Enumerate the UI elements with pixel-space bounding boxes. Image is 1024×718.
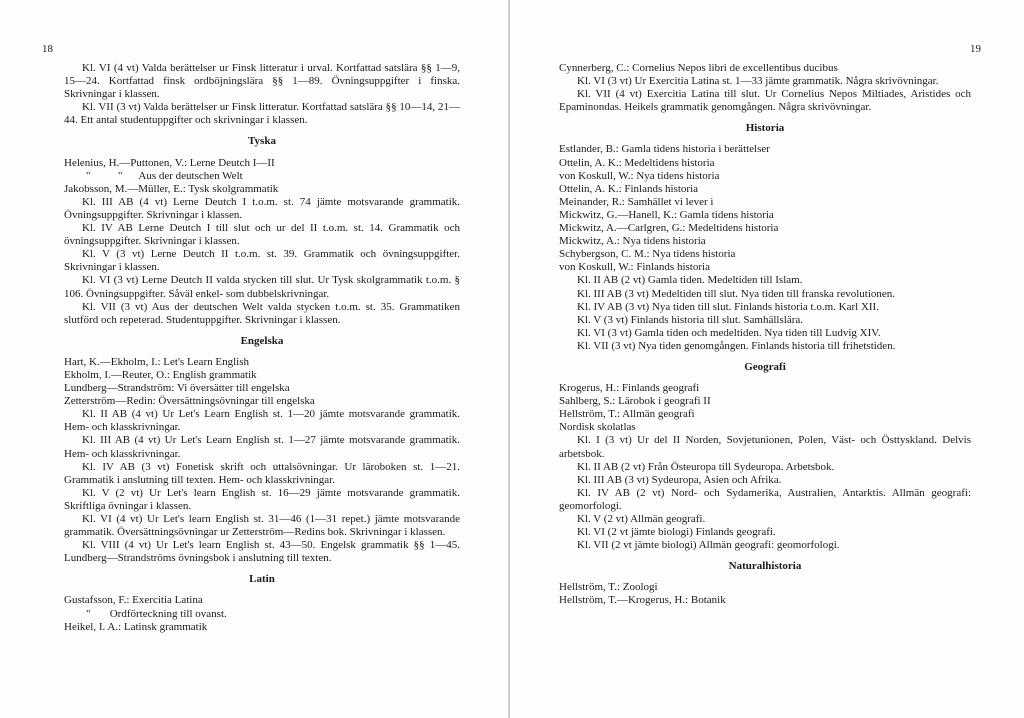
class-paragraph: Kl. VI (3 vt) Gamla tiden och medeltiden. Nya tiden till Ludvig XIV. [577, 326, 881, 339]
book-entry: Sahlberg, S.: Lärobok i geografi II [559, 395, 711, 408]
page-number: 19 [970, 43, 981, 55]
book-entry: Mickwitz, A.—Carlgren, G.: Medeltidens historia [559, 222, 779, 235]
book-entry: Mickwitz, G.—Hanell, K.: Gamla tidens historia [559, 208, 774, 221]
book-entry: Schybergson, C. M.: Nya tidens historia [559, 248, 736, 261]
section-gap [559, 374, 971, 382]
book-entry: Hellström, T.: Zoologi [559, 581, 658, 594]
book-entry: Mickwitz, A.: Nya tidens historia [559, 235, 706, 248]
class-paragraph: Kl. III AB (3 vt) Medeltiden till slut. Nya tiden till franska revolutionen. [577, 287, 896, 300]
class-paragraph: Kl. VI (4 vt) Ur Let's learn English st. 31—46 (1—31 repet.) jämte motsvarande grammatik. Översättningsövningar ur Zetterström—Redins bok. Skrivningar i klassen. [64, 513, 460, 539]
book-entry: Heikel, I. A.: Latinsk grammatik [64, 620, 208, 633]
book-entry: Krogerus, H.: Finlands geografi [559, 382, 700, 395]
class-paragraph: Kl. II AB (4 vt) Ur Let's Learn English st. 1—20 jämte motsvarande grammatik. Hem- och klasskrivningar. [64, 408, 460, 434]
section-gap [64, 127, 460, 135]
class-paragraph: Kl. I (3 vt) Ur del II Norden, Sovjetunionen, Polen, Väst- och Östtyskland. Delvis arbetsbok. [559, 434, 971, 460]
left-page [0, 0, 510, 718]
section-gap [64, 565, 460, 573]
section-gap [64, 348, 460, 356]
right-text-column [559, 62, 971, 608]
class-paragraph: Kl. VII (4 vt) Exercitia Latina till slut. Ur Cornelius Nepos Miltiades, Aristides och Epaminondas. Heikels grammatik genomgången. Några skrivövningar. [559, 88, 971, 114]
class-paragraph: Kl. V (2 vt) Ur Let's learn English st. 16—29 jämte motsvarande grammatik. Skriftliga övningar i klassen. [64, 486, 460, 512]
book-entry: Meinander, R.: Samhället vi lever i [559, 195, 714, 208]
section-gap [64, 586, 460, 594]
class-paragraph: Kl. VII (3 vt) Nya tiden genomgången. Finlands historia till frihetstiden. [577, 339, 896, 352]
section-heading: Latin [249, 573, 275, 586]
right-page [510, 0, 1024, 718]
book-entry: Helenius, H.—Puttonen, V.: Lerne Deutch I—II [64, 156, 275, 169]
book-entry: von Koskull, W.: Nya tidens historia [559, 169, 720, 182]
class-paragraph: Kl. V (3 vt) Finlands historia till slut. Samhällslära. [577, 313, 803, 326]
book-entry: Ottelin, A. K.: Finlands historia [559, 182, 699, 195]
book-entry: Gustafsson, F.: Exercitia Latina [64, 594, 203, 607]
section-heading: Tyska [248, 135, 276, 148]
section-heading: Geografi [744, 360, 786, 373]
class-paragraph: Kl. VI (2 vt jämte biologi) Finlands geografi. [577, 526, 776, 539]
class-paragraph: Kl. VI (4 vt) Valda berättelser ur Finsk litteratur i urval. Kortfattad satslära §§ 1—9, 15—24. Kortfattad finsk ordböjningslära §§ 1—89. Övningsuppgifter i finska. Skrivningar i klassen. [64, 62, 460, 101]
section-heading: Naturalhistoria [728, 560, 802, 573]
class-paragraph: Kl. V (3 vt) Lerne Deutch II t.o.m. st. 39. Grammatik och övningsuppgifter. Skrivningar i klassen. [64, 248, 460, 274]
book-entry: Nordisk skolatlas [559, 421, 636, 434]
section-gap [559, 552, 971, 560]
book-entry: Hellström, T.—Krogerus, H.: Botanik [559, 594, 726, 607]
class-paragraph: Kl. VII (3 vt) Aus der deutschen Welt valda stycken t.o.m. st. 35. Grammatiken slutförd och repeterad. Studentuppgifter. Skrivningar i klassen. [64, 300, 460, 326]
section-gap [64, 149, 460, 157]
section-gap [559, 114, 971, 122]
book-entry: Estlander, B.: Gamla tidens historia i berättelser [559, 143, 770, 156]
section-gap [559, 573, 971, 581]
book-entry: Ekholm, I.—Reuter, O.: English grammatik [64, 368, 257, 381]
class-paragraph: Kl. III AB (4 vt) Lerne Deutch I t.o.m. st. 74 jämte motsvarande grammatik. Övningsuppgifter. Skrivningar i klassen. [64, 195, 460, 221]
left-text-column [64, 62, 460, 634]
class-paragraph: Kl. VII (3 vt) Valda berättelser ur Finsk litteratur. Kortfattad satslära §§ 10—14, 21—44. Ett antal studentuppgifter och skrivningar i klassen. [64, 101, 460, 127]
book-entry: Lundberg—Strandström: Vi översätter till engelska [64, 382, 290, 395]
class-paragraph: Kl. VI (3 vt) Ur Exercitia Latina st. 1—33 jämte grammatik. Några skrivövningar. [577, 75, 939, 88]
book-entry: Cynnerberg, C.: Cornelius Nepos libri de excellentibus ducibus [559, 62, 838, 74]
class-paragraph: Kl. IV AB (3 vt) Nya tiden till slut. Finlands historia t.o.m. Karl XII. [577, 300, 879, 313]
book-entry: " " Aus der deutschen Welt [64, 169, 243, 182]
section-gap [559, 353, 971, 361]
book-entry: " Ordförteckning till ovanst. [64, 607, 227, 620]
section-heading: Historia [745, 122, 785, 135]
class-paragraph: Kl. II AB (2 vt) Gamla tiden. Medeltiden till Islam. [577, 274, 803, 287]
class-paragraph: Kl. VII (2 vt jämte biologi) Allmän geografi: geomorfologi. [577, 539, 840, 552]
book-entry: Zetterström—Redin: Översättningsövningar till engelska [64, 395, 315, 408]
section-gap [559, 135, 971, 143]
class-paragraph: Kl. II AB (2 vt) Från Östeuropa till Sydeuropa. Arbetsbok. [577, 460, 835, 473]
class-paragraph: Kl. IV AB (2 vt) Nord- och Sydamerika, Australien, Antarktis. Allmän geografi: geomorfologi. [559, 486, 971, 512]
class-paragraph: Kl. VI (3 vt) Lerne Deutch II valda stycken till slut. Ur Tysk skolgrammatik t.o.m. § 106. Övningsuppgifter. Såväl enkel- som dubbelskrivningar. [64, 274, 460, 300]
book-entry: Hellström, T.: Allmän geografi [559, 408, 695, 421]
section-gap [64, 327, 460, 335]
book-entry: von Koskull, W.: Finlands historia [559, 261, 710, 274]
book-entry: Ottelin, A. K.: Medeltidens historia [559, 156, 715, 169]
class-paragraph: Kl. III AB (4 vt) Ur Let's Learn English st. 1—27 jämte motsvarande grammatik. Hem- och klasskrivningar. [64, 434, 460, 460]
class-paragraph: Kl. IV AB Lerne Deutch I till slut och ur del II t.o.m. st. 14. Grammatik och övningsuppgifter. Skrivningar i klassen. [64, 222, 460, 248]
section-heading: Engelska [240, 334, 284, 347]
book-entry: Jakobsson, M.—Müller, E.: Tysk skolgrammatik [64, 182, 279, 195]
class-paragraph: Kl. V (2 vt) Allmän geografi. [577, 513, 706, 525]
class-paragraph: Kl. IV AB (3 vt) Fonetisk skrift och uttalsövningar. Ur läroboken st. 1—21. Grammatik i anslutning till texten. Hem- och klasskrivningar. [64, 460, 460, 486]
page-number: 18 [42, 43, 53, 55]
book-entry: Hart, K.—Ekholm, I.: Let's Learn English [64, 355, 249, 368]
class-paragraph: Kl. VIII (4 vt) Ur Let's learn English st. 43—50. Engelsk grammatik §§ 1—45. Lundberg—Strandströms övningsbok i anslutning till texten. [64, 539, 460, 565]
class-paragraph: Kl. III AB (3 vt) Sydeuropa, Asien och Afrika. [577, 473, 782, 486]
